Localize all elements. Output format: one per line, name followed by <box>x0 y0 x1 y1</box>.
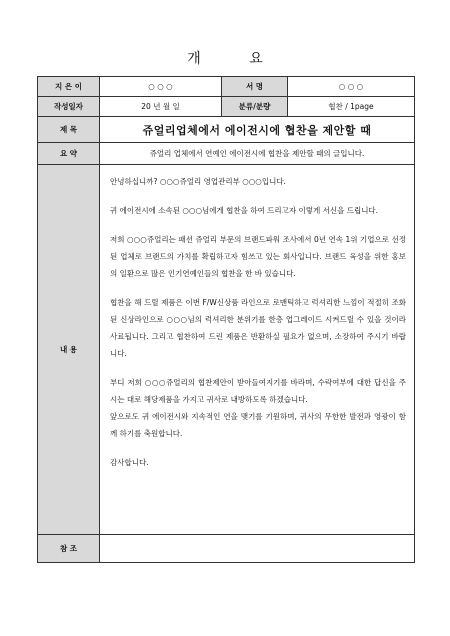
reference-value <box>100 535 415 563</box>
category-value: 협찬 / 1page <box>288 97 415 117</box>
content-paragraph: 안녕하십니까? ○○○쥬얼리 영업관리부 ○○○입니다. <box>110 177 286 186</box>
subject-value: 쥬얼리업체에서 에이전시에 협찬을 제안할 때 <box>100 117 415 143</box>
author-label: 지 은 이 <box>38 77 100 97</box>
content-paragraph: 감사합니다. <box>110 458 149 467</box>
content-paragraph: 저희 ○○○쥬얼리는 패션 쥬얼리 부문의 브랜드파워 조사에서 0년 연속 1위 기업으로 선정된 업체로 브랜드의 가치를 확립하고자 힘쓰고 있는 회사입니다. 브랜드 육성을 위한 홍보의 일환으로 많은 인기연예인들의 협찬을 한 바 있습니다. <box>110 235 406 278</box>
subject-label: 제 목 <box>38 117 100 143</box>
content-paragraph: 협찬을 해 드릴 제품은 이번 F/W신상품 라인으로 로맨틱하고 럭셔리한 느낌이 적절히 조화된 신상라인으로 ○○○님의 럭셔리한 분위기를 한층 업그레이드 시켜드릴 수 있을 것이라 사료됩니다. 그리고 협찬하여 드린 제품은 반환하실 필요가 없으며, 소장하여 주시기 바랍니다. <box>110 298 406 358</box>
document-summary-table <box>37 76 415 563</box>
content-body <box>100 165 415 535</box>
content-paragraph: 부디 저희 ○○○쥬얼리의 협찬제안이 받아들여지기를 바라며, 수락여부에 대한 답신을 주시는 대로 해당제품을 가지고 귀사로 내방하도록 하겠습니다. <box>110 378 406 404</box>
content-label: 내 용 <box>38 165 100 535</box>
date-label: 작성일자 <box>38 97 100 117</box>
sign-value: ○ ○ ○ <box>288 77 415 97</box>
date-value: 20 년 월 일 <box>100 97 222 117</box>
content-paragraph: 귀 에이전시에 소속된 ○○○님에게 협찬을 하여 드리고자 이렇게 서신을 드립니다. <box>110 206 379 215</box>
summary-label: 요 약 <box>38 143 100 165</box>
author-value: ○ ○ ○ <box>100 77 222 97</box>
page-title: 개 요 <box>187 51 285 67</box>
content-paragraph: 앞으로도 귀 에이전시와 지속적인 연을 맺기를 기원하며, 귀사의 무한한 발전과 영광이 함께 하기를 축원합니다. <box>110 412 406 438</box>
summary-value: 쥬얼리 업체에서 연예인 에이전시에 협찬을 제안할 때의 글입니다. <box>100 143 415 165</box>
reference-label: 참 조 <box>38 535 100 563</box>
category-label: 분류/분량 <box>222 97 288 117</box>
sign-label: 서 명 <box>222 77 288 97</box>
